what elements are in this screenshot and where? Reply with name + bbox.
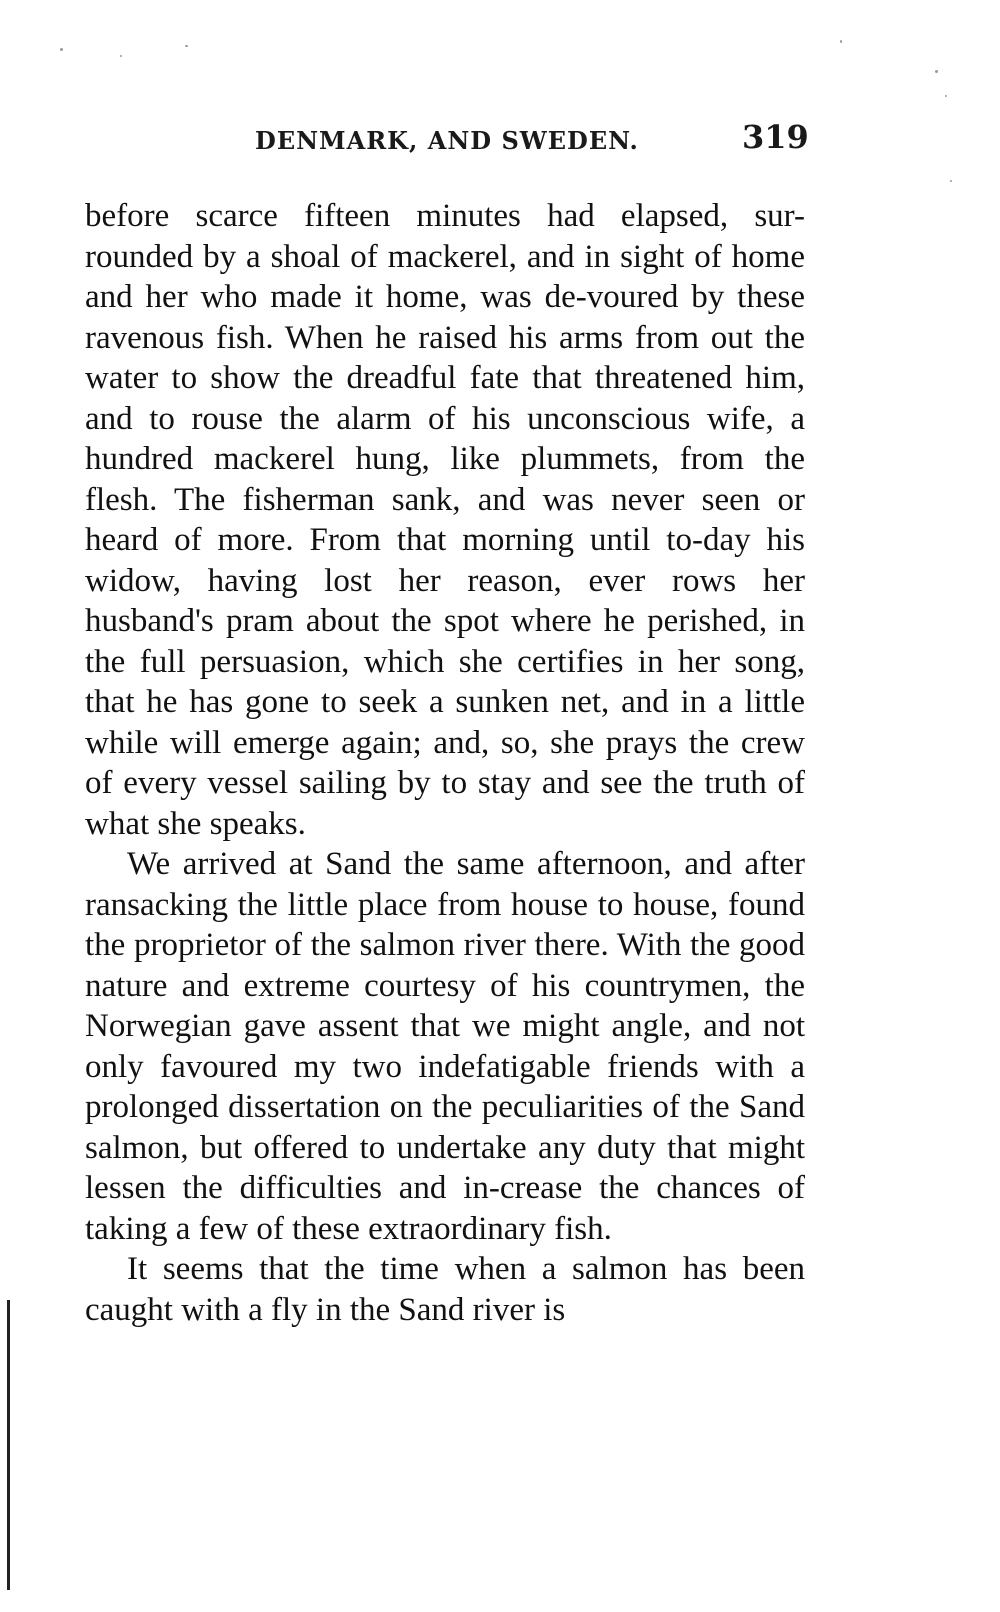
scan-speck bbox=[935, 70, 938, 73]
paragraph-salmon-fly: It seems that the time when a salmon has been caught with a fly in the Sand river is bbox=[85, 1251, 805, 1328]
paragraph-arrival-at-sand: We arrived at Sand the same afternoon, and after ransacking the little place from house to house, found the proprietor of the salmon river there. With the good nature and extreme courtesy of his countrymen, the Norwegian gave assent that we might angle, and not only favoured my two indefatigable friends with a prolonged dissertation on the peculiarities of the Sand salmon, but offered to undertake any duty that might lessen the difficulties and in-crease the chances of taking a few of these extraordinary fish. bbox=[85, 846, 805, 1247]
page-header bbox=[0, 118, 1000, 168]
scan-speck bbox=[185, 45, 188, 47]
running-head: DENMARK, AND SWEDEN. bbox=[255, 126, 639, 155]
body-text bbox=[85, 196, 805, 1330]
scan-speck bbox=[840, 40, 842, 43]
page-number: 319 bbox=[742, 118, 809, 156]
scan-speck bbox=[950, 180, 952, 182]
scan-speck bbox=[120, 55, 122, 57]
binding-edge-rule bbox=[7, 1300, 10, 1590]
scan-speck bbox=[60, 48, 63, 51]
scan-speck bbox=[945, 95, 947, 97]
paragraph-continued: before scarce fifteen minutes had elapsed, sur-rounded by a shoal of mackerel, and in sight of home and her who made it home, was de-voured by these ravenous fish. When he raised his arms from out the water to show the dreadful fate that threatened him, and to rouse the alarm of his unconscious wife, a hundred mackerel hung, like plummets, from the flesh. The fisherman sank, and was never seen or heard of more. From that morning until to-day his widow, having lost her reason, ever rows her husband's pram about the spot where he perished, in the full persuasion, which she certifies in her song, that he has gone to seek a sunken net, and in a little while will emerge again; and, so, she prays the crew of every vessel sailing by to stay and see the truth of what she speaks. bbox=[85, 198, 805, 842]
